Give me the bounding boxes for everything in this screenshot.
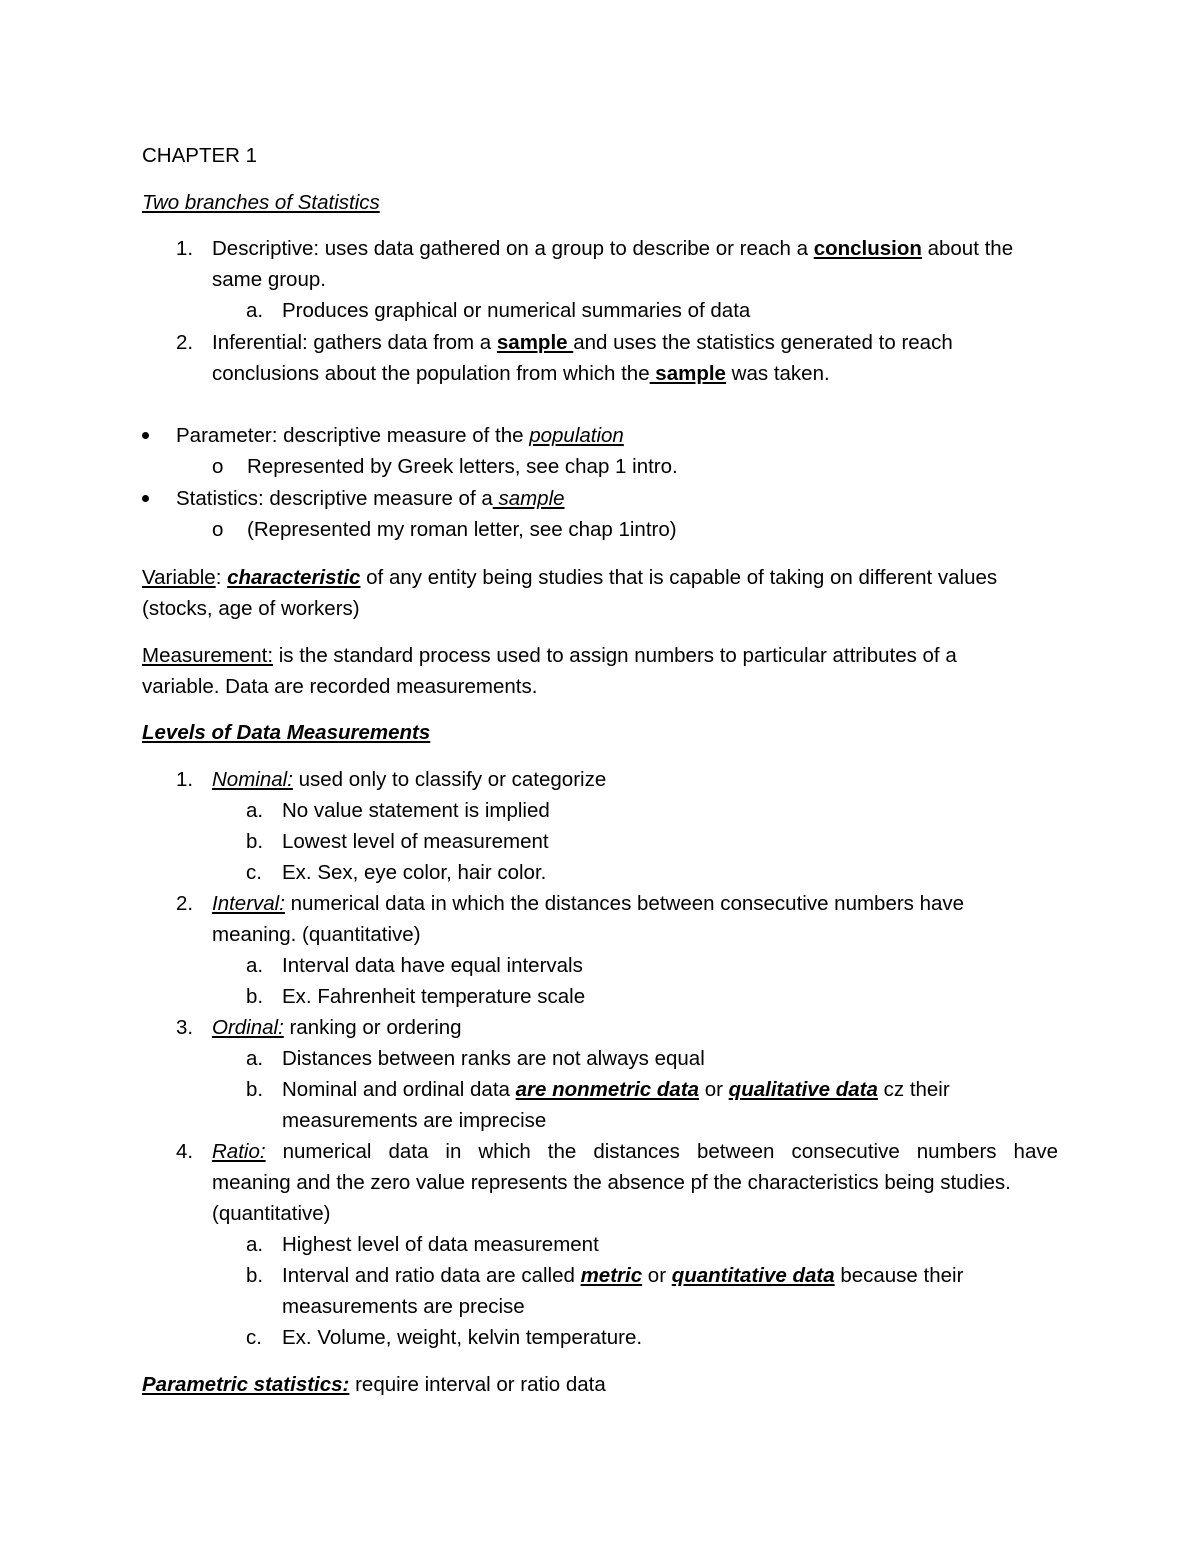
statistics-text	[176, 486, 565, 512]
population-term: population	[529, 424, 624, 447]
ratio-text-cont: meaning and the zero value represents the absence pf the characteristics being studies.	[212, 1171, 1011, 1194]
interval-sub-a-text: Interval data have equal intervals	[282, 954, 583, 977]
parameter-text	[176, 423, 624, 449]
nonmetric-term: are nonmetric data	[515, 1078, 700, 1101]
ordinal-desc: ranking or ordering	[283, 1016, 462, 1039]
list-marker: b.	[246, 1078, 264, 1101]
ordinal-sub-b-cont: measurements are imprecise	[282, 1109, 547, 1132]
list-marker: 4.	[176, 1140, 194, 1163]
sample-term-2: sample	[649, 362, 726, 385]
variable-colon: :	[215, 566, 228, 589]
measurement-term: Measurement:	[142, 644, 274, 667]
ratio-desc: numerical data in which the distances between consecutive numbers have	[265, 1140, 1058, 1163]
list-marker: 2.	[176, 331, 194, 354]
parametric-paragraph	[142, 1372, 606, 1398]
inferential-text	[212, 330, 953, 356]
ratio-sub-a-text: Highest level of data measurement	[282, 1233, 599, 1256]
list-marker: 2.	[176, 892, 194, 915]
list-marker: 1.	[176, 768, 194, 791]
ratio-sub-c-text: Ex. Volume, weight, kelvin temperature.	[282, 1326, 643, 1349]
bullet-dot-icon	[142, 486, 149, 512]
ordinal-sub-b-text	[282, 1077, 950, 1103]
variable-paragraph	[142, 565, 997, 591]
branches-heading-text: Two branches of Statistics	[142, 191, 380, 214]
bullet-dot-icon	[142, 423, 149, 449]
measurement-paragraph	[142, 643, 957, 669]
list-marker: 3.	[176, 1016, 194, 1039]
inferential-text-b: and uses the statistics generated to reach	[573, 331, 953, 354]
list-marker: a.	[246, 799, 264, 822]
list-marker: b.	[246, 1264, 264, 1287]
nominal-term: Nominal:	[212, 768, 293, 791]
qualitative-term: qualitative data	[728, 1078, 878, 1101]
inferential-text-c: conclusions about the population from which the	[212, 362, 650, 385]
interval-text-cont: meaning. (quantitative)	[212, 923, 421, 946]
list-marker: c.	[246, 1326, 262, 1349]
list-marker: a.	[246, 1047, 264, 1070]
statistics-sub-text: (Represented my roman letter, see chap 1intro)	[247, 518, 677, 541]
list-marker: b.	[246, 985, 264, 1008]
nominal-sub-a-text: No value statement is implied	[282, 799, 550, 822]
list-marker: a.	[246, 1233, 264, 1256]
nominal-text	[212, 767, 606, 793]
nominal-sub-c-text: Ex. Sex, eye color, hair color.	[282, 861, 547, 884]
circle-bullet-icon: o	[212, 455, 224, 478]
inferential-text-a: Inferential: gathers data from a	[212, 331, 497, 354]
nominal-sub-b-text: Lowest level of measurement	[282, 830, 549, 853]
parametric-rest: require interval or ratio data	[349, 1373, 606, 1396]
ordinal-sub-b-1: Nominal and ordinal data	[282, 1078, 516, 1101]
metric-term: metric	[580, 1264, 643, 1287]
interval-desc: numerical data in which the distances between consecutive numbers have	[284, 892, 965, 915]
descriptive-text	[212, 236, 1013, 262]
sample-term-3: sample	[492, 487, 565, 510]
ratio-sub-b-cont: measurements are precise	[282, 1295, 525, 1318]
levels-heading	[142, 720, 430, 746]
list-marker: 1.	[176, 237, 194, 260]
descriptive-text-cont: same group.	[212, 268, 326, 291]
interval-term: Interval:	[212, 892, 285, 915]
characteristic-term: characteristic	[227, 566, 361, 589]
inferential-text-d: was taken.	[725, 362, 830, 385]
ratio-sub-b-text	[282, 1263, 963, 1289]
descriptive-sub-text: Produces graphical or numerical summaries of data	[282, 299, 751, 322]
ratio-sub-b-or: or	[642, 1264, 672, 1287]
parameter-sub-text: Represented by Greek letters, see chap 1 intro.	[247, 455, 678, 478]
branches-heading	[142, 190, 380, 216]
statistics-text-a: Statistics: descriptive measure of a	[176, 487, 493, 510]
variable-term: Variable	[142, 566, 216, 589]
ordinal-term: Ordinal:	[212, 1016, 284, 1039]
quantitative-term: quantitative data	[671, 1264, 835, 1287]
ratio-text	[212, 1139, 1058, 1165]
list-marker: a.	[246, 299, 264, 322]
levels-heading-text: Levels of Data Measurements	[142, 721, 431, 744]
variable-paragraph-cont: (stocks, age of workers)	[142, 597, 360, 620]
interval-text	[212, 891, 964, 917]
ratio-sub-b-2: because their	[834, 1264, 964, 1287]
measurement-rest: is the standard process used to assign numbers to particular attributes of a	[273, 644, 957, 667]
list-marker: a.	[246, 954, 264, 977]
parametric-term: Parametric statistics:	[142, 1373, 350, 1396]
chapter-title: CHAPTER 1	[142, 144, 258, 167]
list-marker: c.	[246, 861, 262, 884]
variable-rest: of any entity being studies that is capable of taking on different values	[360, 566, 998, 589]
inferential-text-cont	[212, 361, 830, 387]
list-marker: b.	[246, 830, 264, 853]
measurement-paragraph-cont: variable. Data are recorded measurements.	[142, 675, 538, 698]
ordinal-sub-a-text: Distances between ranks are not always equal	[282, 1047, 705, 1070]
interval-sub-b-text: Ex. Fahrenheit temperature scale	[282, 985, 586, 1008]
conclusion-term: conclusion	[813, 237, 922, 260]
ordinal-sub-b-or: or	[699, 1078, 729, 1101]
nominal-desc: used only to classify or categorize	[292, 768, 607, 791]
parameter-text-a: Parameter: descriptive measure of the	[176, 424, 530, 447]
ordinal-text	[212, 1015, 462, 1041]
ratio-text-cont2: (quantitative)	[212, 1202, 331, 1225]
descriptive-text-b: about the	[921, 237, 1014, 260]
ordinal-sub-b-2: cz their	[877, 1078, 950, 1101]
ratio-term: Ratio:	[212, 1140, 266, 1163]
sample-term: sample	[496, 331, 574, 354]
circle-bullet-icon: o	[212, 518, 224, 541]
descriptive-text-a: Descriptive: uses data gathered on a group to describe or reach a	[212, 237, 814, 260]
ratio-sub-b-1: Interval and ratio data are called	[282, 1264, 581, 1287]
